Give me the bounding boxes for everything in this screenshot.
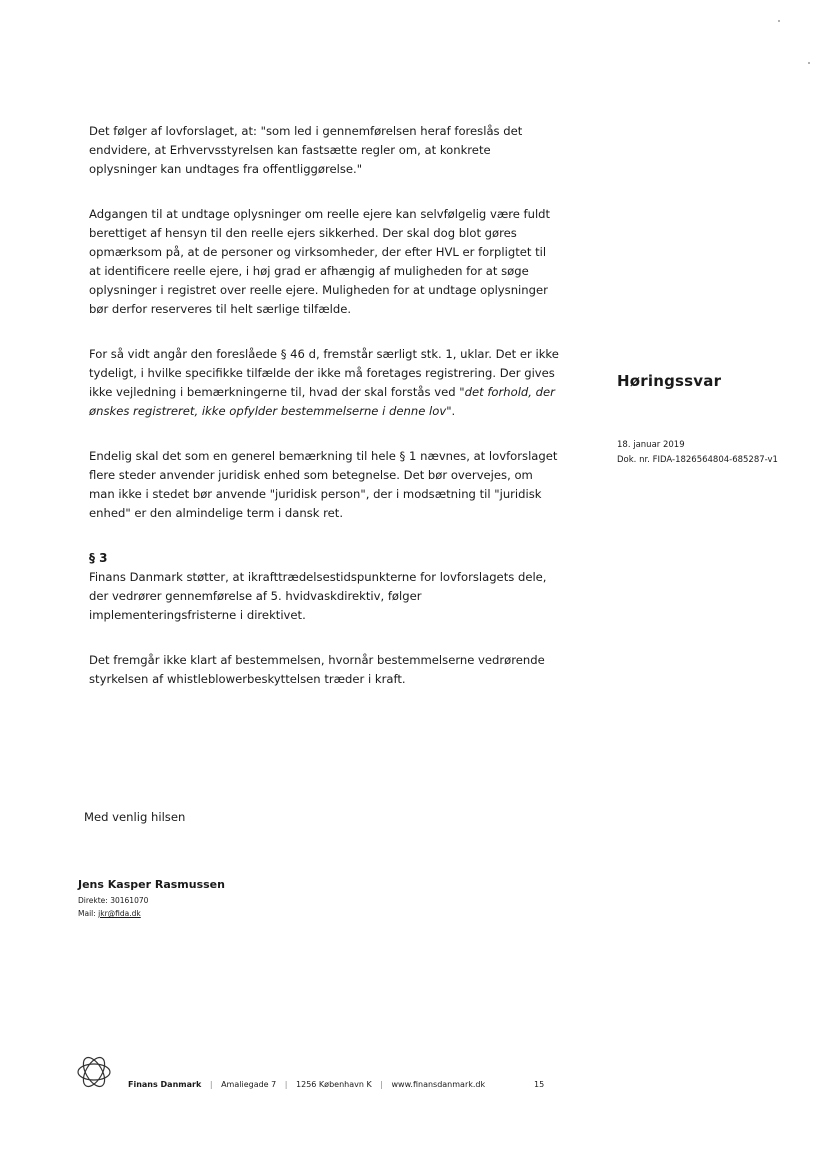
document-type-title: Høringssvar	[617, 372, 722, 390]
signature-block	[78, 878, 225, 920]
sidebar	[617, 372, 787, 468]
footer-street: Amaliegade 7	[221, 1080, 277, 1089]
section-paragraph-1: Finans Danmark støtter, at ikrafttrædelsestidspunkterne for lovforslagets dele, der vedrører gennemførelse af 5. hvidvaskdirektiv, følger implementeringsfristerne i direktivet.	[89, 570, 547, 622]
footer-web-link[interactable]: www.finansdanmark.dk	[391, 1080, 486, 1089]
paragraph-3	[89, 345, 559, 421]
footer-address	[128, 1080, 485, 1089]
direct-phone-value: 30161070	[110, 896, 149, 905]
paragraph-3-text: For så vidt angår den foreslåede § 46 d, fremstår særligt stk. 1, uklar. Det er ikke tydeligt, i hvilke specifikke tilfælde der ikke må foretages registrering. Der gives ikke vejledning i bemærkningerne til, hvad der skal forstås ved	[89, 347, 559, 399]
finans-danmark-logo-icon	[72, 1050, 116, 1094]
paragraph-4: Endelig skal det som en generel bemærkning til hele § 1 nævnes, at lovforslaget flere steder anvender juridisk enhed som betegnelse. Det bør overvejes, om man ikke i stedet bør anvende "juridisk person", der i modsætning til "juridisk enhed" er den almindelige term i dansk ret.	[89, 449, 558, 520]
scan-speck	[808, 62, 810, 64]
paragraph-1: Det følger af lovforslaget, at: "som led i gennemførelsen heraf foreslås det endvidere, at Erhvervsstyrelsen kan fastsætte regler om, at konkrete oplysninger kan undtages fra offentliggørelse."	[89, 124, 523, 176]
paragraph-2: Adgangen til at undtage oplysninger om reelle ejere kan selvfølgelig være fuldt berettiget af hensyn til den reelle ejers sikkerhed. Der skal dog blot gøres opmærksom på, at de personer og virksomheder, der efter HVL er forpligtet til at identificere reelle ejere, i høj grad er afhængig af muligheden for at søge oplysninger i registret over reelle ejere. Muligheden for at undtage oplysninger bør derfor reserveres til helt særlige tilfælde.	[89, 207, 551, 316]
signatory-name: Jens Kasper Rasmussen	[78, 878, 225, 891]
page-number: 15	[534, 1080, 545, 1089]
footer-separator: |	[284, 1080, 288, 1089]
document-date: 18. januar 2019	[617, 440, 685, 450]
footer-org: Finans Danmark	[128, 1080, 202, 1089]
direct-phone-label: Direkte:	[78, 896, 108, 905]
footer-city: 1256 København K	[296, 1080, 372, 1089]
mail-label: Mail:	[78, 909, 96, 918]
scan-speck	[778, 20, 780, 22]
paragraph-3-end: .	[451, 404, 456, 418]
footer-separator: |	[209, 1080, 213, 1089]
paragraph-3-quote: "det forhold, der ønskes registreret, ikke opfylder bestemmelserne i denne lov"	[89, 385, 555, 418]
document-reference: Dok. nr. FIDA-1826564804-685287-v1	[617, 455, 778, 465]
letter-body	[89, 122, 559, 715]
mail	[78, 907, 225, 920]
mail-link[interactable]: jkr@fida.dk	[98, 909, 141, 918]
footer-separator: |	[380, 1080, 383, 1089]
footer	[72, 1050, 592, 1096]
section-heading: § 3	[89, 551, 108, 565]
section-paragraph-2: Det fremgår ikke klart af bestemmelsen, hvornår bestemmelserne vedrørende styrkelsen af whistleblowerbeskyttelsen træder i kraft.	[89, 653, 545, 686]
closing-greeting: Med venlig hilsen	[84, 810, 186, 824]
direct-phone	[78, 894, 225, 907]
